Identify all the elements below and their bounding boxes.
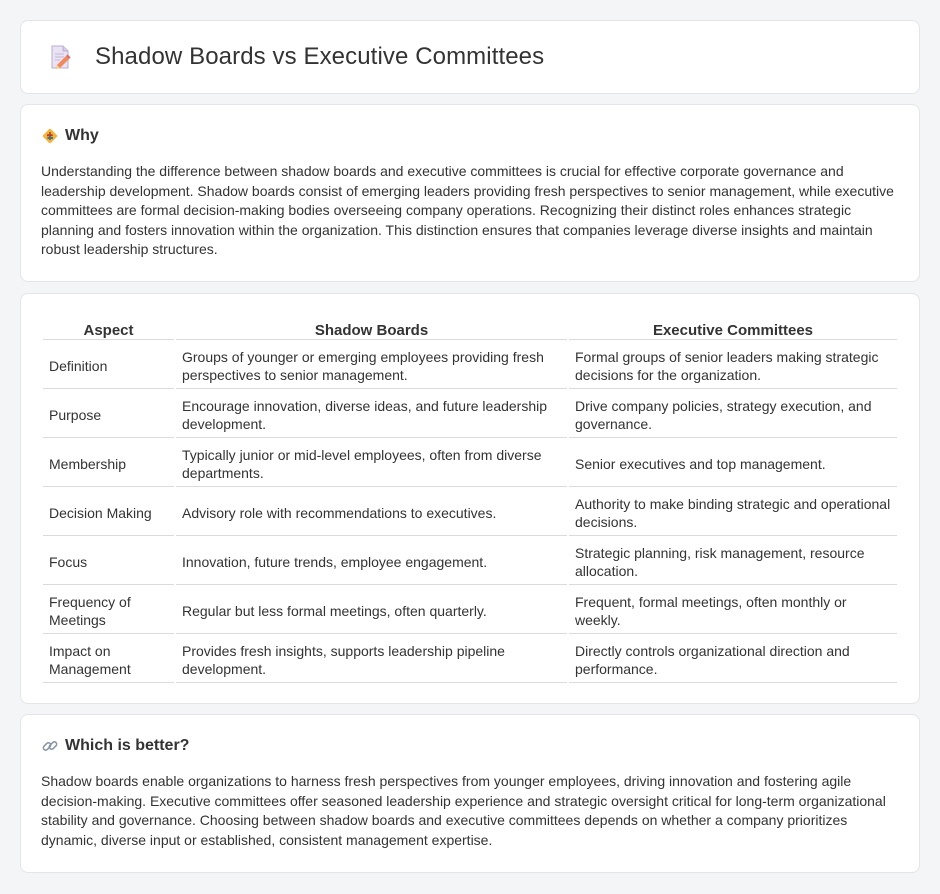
cell-shadow-boards: Groups of younger or emerging employees providing fresh perspectives to senior management.	[176, 342, 567, 389]
which-heading: Which is better?	[65, 737, 190, 754]
cell-shadow-boards: Regular but less formal meetings, often quarterly.	[176, 587, 567, 634]
cell-executive-committees: Senior executives and top management.	[569, 440, 897, 487]
table-row	[43, 391, 897, 438]
cell-executive-committees: Formal groups of senior leaders making strategic decisions for the organization.	[569, 342, 897, 389]
table-row	[43, 342, 897, 389]
table-row	[43, 538, 897, 585]
link-icon	[41, 737, 59, 755]
table-row	[43, 489, 897, 536]
header-executive-committees: Executive Committees	[569, 318, 897, 340]
cell-executive-committees: Authority to make binding strategic and operational decisions.	[569, 489, 897, 536]
header-shadow-boards: Shadow Boards	[176, 318, 567, 340]
table-row	[43, 587, 897, 634]
which-section	[20, 714, 920, 873]
cell-executive-committees: Frequent, formal meetings, often monthly or weekly.	[569, 587, 897, 634]
which-heading-row	[41, 737, 899, 755]
why-text: Understanding the difference between shadow boards and executive committees is crucial for effective corporate governance and leadership development. Shadow boards consist of emerging leaders providing fresh perspectives to senior management, while executive committees are formal decision-making bodies overseeing company operations. Recognizing their distinct roles enhances strategic planning and fosters innovation within the organization. This distinction ensures that companies leverage diverse insights and maintain robust leadership structures.	[41, 163, 894, 258]
cell-executive-committees: Drive company policies, strategy execution, and governance.	[569, 391, 897, 438]
comparison-section	[20, 293, 920, 704]
cell-aspect: Purpose	[43, 391, 174, 438]
cell-executive-committees: Strategic planning, risk management, resource allocation.	[569, 538, 897, 585]
cell-shadow-boards: Encourage innovation, diverse ideas, and future leadership development.	[176, 391, 567, 438]
header-aspect: Aspect	[43, 318, 174, 340]
cell-shadow-boards: Advisory role with recommendations to executives.	[176, 489, 567, 536]
table-row	[43, 440, 897, 487]
header-card	[20, 20, 920, 94]
cell-aspect: Definition	[43, 342, 174, 389]
cell-aspect: Frequency of Meetings	[43, 587, 174, 634]
cell-executive-committees: Directly controls organizational direction and performance.	[569, 636, 897, 683]
why-heading: Why	[65, 127, 99, 144]
cell-shadow-boards: Provides fresh insights, supports leadership pipeline development.	[176, 636, 567, 683]
cell-shadow-boards: Typically junior or mid-level employees, often from diverse departments.	[176, 440, 567, 487]
cell-aspect: Focus	[43, 538, 174, 585]
signpost-icon	[41, 127, 59, 145]
document-edit-icon	[45, 42, 75, 72]
cell-aspect: Membership	[43, 440, 174, 487]
cell-aspect: Decision Making	[43, 489, 174, 536]
cell-shadow-boards: Innovation, future trends, employee engagement.	[176, 538, 567, 585]
which-text: Shadow boards enable organizations to harness fresh perspectives from younger employees, driving innovation and fostering agile decision-making. Executive committees offer seasoned leadership experience and strategic oversight critical for long-term organizational stability and governance. Choosing between shadow boards and executive committees depends on whether a company prioritizes dynamic, diverse input or established, consistent management expertise.	[41, 773, 886, 848]
table-row	[43, 636, 897, 683]
why-section	[20, 104, 920, 282]
table-header-row	[43, 318, 897, 340]
page-title: Shadow Boards vs Executive Committees	[95, 43, 545, 70]
cell-aspect: Impact on Management	[43, 636, 174, 683]
why-heading-row	[41, 127, 899, 145]
comparison-table	[41, 316, 899, 685]
